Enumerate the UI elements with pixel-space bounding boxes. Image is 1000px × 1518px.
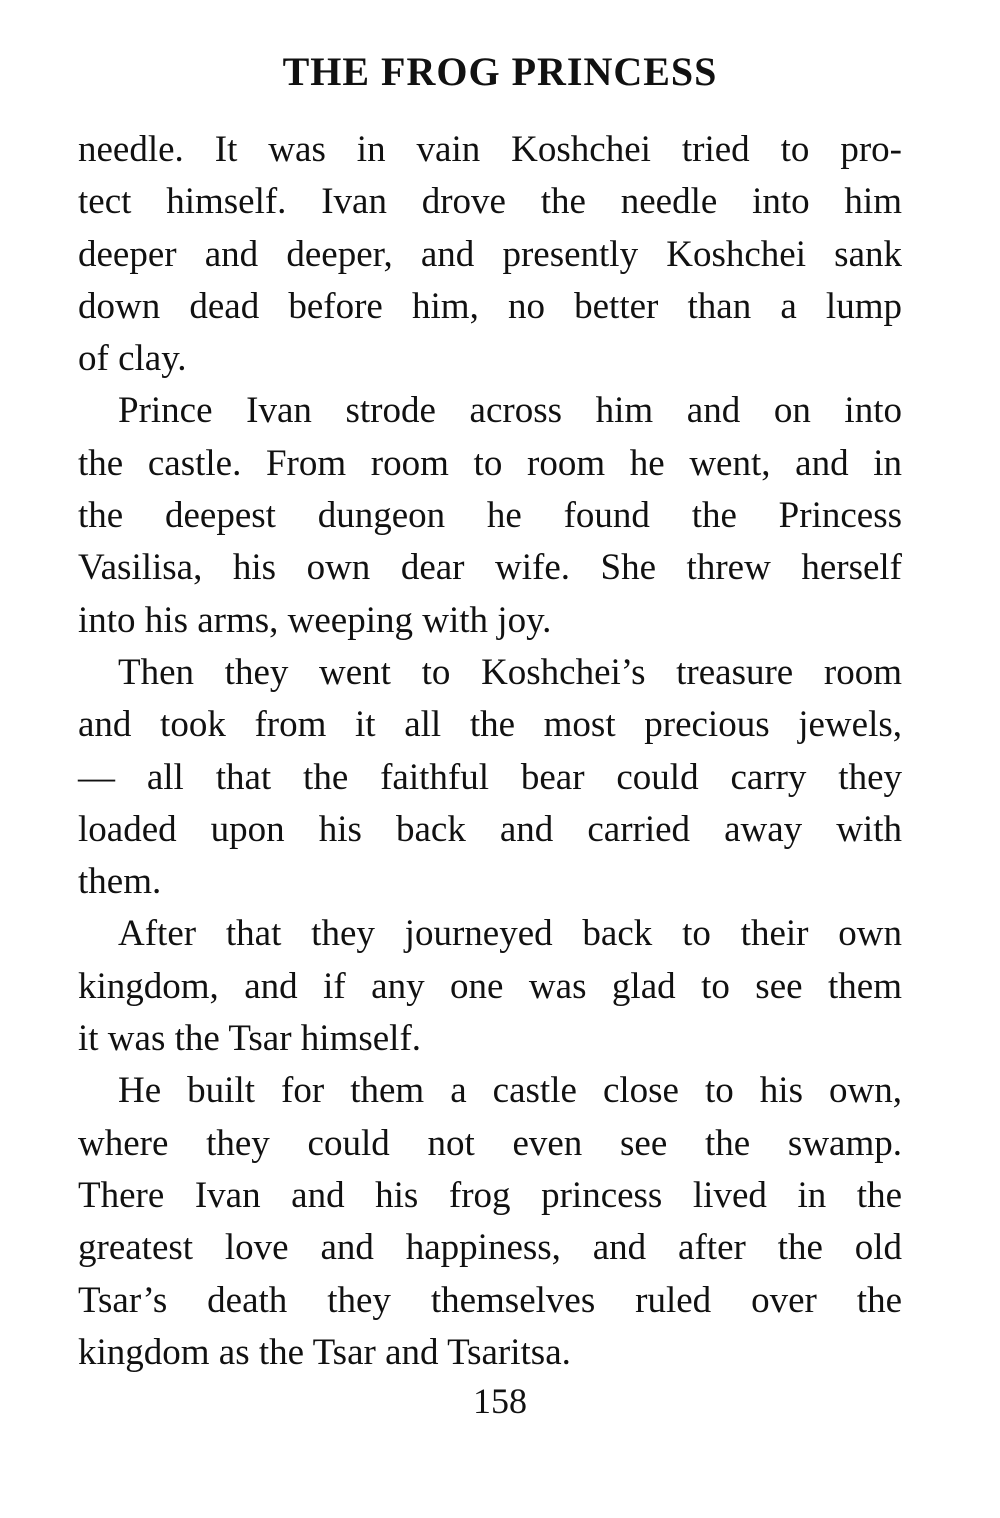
text-line: Prince Ivan strode across him and on into (118, 390, 902, 432)
text-line: where they could not even see the swamp. (78, 1122, 902, 1164)
page-number: 158 (473, 1381, 527, 1421)
paragraph (78, 908, 902, 1065)
text-line: and took from it all the most precious jewels, (78, 704, 902, 746)
text-line: Vasilisa, his own dear wife. She threw herself (78, 547, 902, 589)
text-line: After that they journeyed back to their own (118, 913, 902, 955)
text-line: He built for them a castle close to his own, (118, 1070, 902, 1112)
text-line: kingdom as the Tsar and Tsaritsa. (78, 1331, 571, 1373)
text-line: of clay. (78, 338, 187, 380)
text-line: the deepest dungeon he found the Princess (78, 495, 902, 537)
text-line: down dead before him, no better than a lump (78, 285, 902, 327)
text-line: — all that the faithful bear could carry they (78, 756, 902, 798)
running-head: THE FROG PRINCESS (282, 49, 718, 94)
text-line: loaded upon his back and carried away with (78, 808, 902, 850)
text-line: into his arms, weeping with joy. (78, 599, 552, 641)
text-line: needle. It was in vain Koshchei tried to pro- (78, 129, 902, 170)
text-line: tect himself. Ivan drove the needle into him (78, 181, 902, 223)
paragraph (78, 647, 902, 908)
text-line: it was the Tsar himself. (78, 1018, 422, 1060)
text-line: them. (78, 861, 162, 903)
paragraph (78, 1065, 902, 1379)
text-line: deeper and deeper, and presently Koshchei sank (78, 233, 902, 275)
body-text (78, 124, 902, 1379)
paragraph (78, 124, 902, 385)
text-line: There Ivan and his frog princess lived in the (78, 1174, 902, 1216)
text-line: the castle. From room to room he went, and in (78, 442, 902, 484)
text-line: Then they went to Koshchei’s treasure room (118, 651, 902, 693)
text-line: greatest love and happiness, and after the old (78, 1227, 902, 1269)
text-line: kingdom, and if any one was glad to see them (78, 965, 902, 1007)
paragraph (78, 385, 902, 646)
text-line: Tsar’s death they themselves ruled over the (78, 1279, 902, 1321)
